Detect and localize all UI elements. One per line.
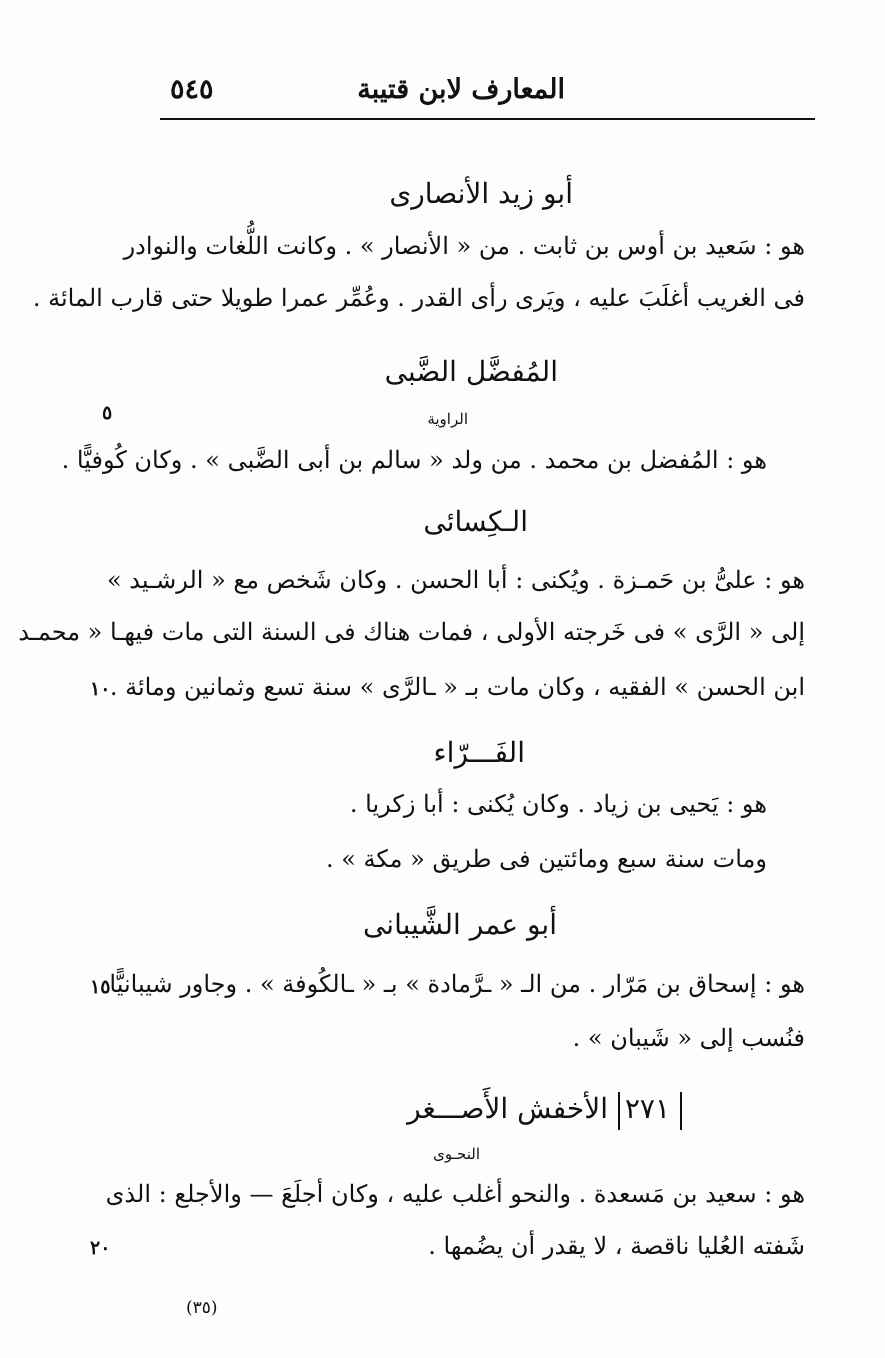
section-heading: أبو زيد الأنصارى: [389, 177, 573, 210]
line-number: ١٠: [90, 678, 111, 700]
body-line: هو : إسحاق بن مَرّار . من الـ « ـرَّمادة » بـ « ـالكُوفة » . وجاور شيبانيًّا: [109, 970, 805, 998]
line-number: ١٥: [90, 976, 111, 998]
section-subheading: النحـوى: [433, 1145, 480, 1163]
signature-mark: (٣٥): [186, 1298, 218, 1318]
section-heading: المُفضَّل الضَّبى: [384, 355, 558, 388]
body-line: هو : علىُّ بن حَمـزة . ويُكنى : أبا الحسن . وكان شَخص مع « الرشـيد »: [106, 566, 805, 594]
body-line: ابن الحسن » الفقيه ، وكان مات بـ « ـالرَّى » سنة تسع وثمانين ومائة .: [109, 673, 805, 701]
heading-bar: [618, 1092, 620, 1130]
line-number: ٥: [102, 402, 113, 424]
body-line: فنُسب إلى « شَيبان » .: [572, 1024, 805, 1052]
body-line: هو : سعيد بن مَسعدة . والنحو أغلب عليه ، وكان أجلَعَ — والأجلع : الذى: [105, 1180, 805, 1208]
body-line: ومات سنة سبع ومائتين فى طريق « مكة » .: [325, 845, 767, 873]
body-line: هو : المُفضل بن محمد . من ولد « سالم بن أبى الضَّبى » . وكان كُوفيًّا .: [61, 446, 767, 474]
body-line: إلى « الرَّى » فى خَرجته الأولى ، فمات هناك فى السنة التى مات فيهـا « محمـد: [18, 618, 805, 646]
section-heading: الـكِسائى: [423, 505, 528, 538]
body-line: فى الغريب أغلَبَ عليه ، ويَرى رأى القدر . وعُمِّر عمرا طويلا حتى قارب المائة .: [32, 284, 805, 312]
page-header: [160, 62, 815, 118]
section-heading: الأخفش الأَصـــغر: [407, 1092, 608, 1125]
body-line: هو : يَحيى بن زياد . وكان يُكنى : أبا زكريا .: [349, 790, 767, 818]
body-line: هو : سَعيد بن أوس بن ثابت . من « الأنصار » . وكانت اللُّغات والنوادر: [123, 232, 805, 260]
section-subheading: الراوية: [427, 410, 468, 428]
line-number: ٢٠: [90, 1237, 111, 1259]
section-heading: أبو عمر الشَّيبانى: [362, 908, 557, 941]
header-rule: [160, 118, 815, 120]
entry-number: ٢٧١: [624, 1092, 670, 1125]
page-number: ٥٤٥: [170, 74, 214, 105]
heading-bar: [680, 1092, 682, 1130]
section-heading: الفَـــرّاء: [433, 736, 525, 769]
running-title: المعارف لابن قتيبة: [357, 74, 565, 105]
body-line: شَفته العُليا ناقصة ، لا يقدر أن يضُمها .: [428, 1232, 805, 1260]
